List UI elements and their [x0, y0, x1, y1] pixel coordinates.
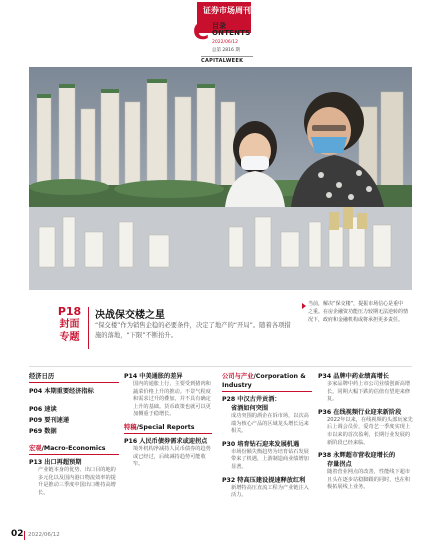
- section-header-corporation-cn: 公司与产业: [222, 373, 254, 380]
- cover-tag-line1: 封面: [59, 319, 80, 330]
- toc-entry-title-cont[interactable]: 省酒如何突围: [231, 405, 269, 412]
- section-divider: [29, 366, 412, 367]
- section-header-macro-en: /Macro-Economics: [41, 445, 106, 452]
- section-header-corporation-en: /Corporation & Industry: [222, 373, 306, 389]
- toc-entry[interactable]: P09 要刊速递: [29, 417, 70, 424]
- magazine-name-en: CAPITALWEEK: [201, 58, 244, 64]
- caption-arrow-icon: [302, 303, 306, 309]
- footer-date: 2022/06/12: [28, 532, 60, 538]
- toc-entry-summary: 市场份额失衡趋势为培育钻石发展带来了机遇，上游制造商业绩增加显著。: [231, 448, 309, 470]
- cover-tag-line2: 专题: [59, 332, 80, 343]
- contents-logo-letter: C: [193, 20, 210, 45]
- contents-column-3: [222, 372, 312, 504]
- section-header-special-en: /Special Reports: [136, 423, 195, 431]
- section-header-special: [124, 423, 212, 434]
- toc-entry-summary: 多家品牌中药上市公司业绩创新高增长。同期大幅下跌的估值有望迎来修复。: [327, 381, 411, 403]
- toc-entry-title-cont[interactable]: 存量拐点: [327, 461, 352, 469]
- toc-entry-title[interactable]: P36 在线视频行业迎来新阶段: [318, 408, 402, 416]
- contents-column-2: [124, 372, 212, 473]
- toc-entry-summary: 随着营业网点的改善，性能线下超市且头在逐步站稳脚跟的同时，也在积极拓展线上业务。: [327, 469, 411, 491]
- contents-title-cn: 目录: [212, 22, 226, 30]
- header-divider: [201, 56, 253, 57]
- cover-photo: [29, 67, 412, 290]
- section-header-corporation: [222, 372, 312, 392]
- toc-entry-title[interactable]: P34 品牌中药业绩高增长: [318, 373, 389, 380]
- toc-entry[interactable]: P69 数据: [29, 428, 57, 435]
- toc-entry-title[interactable]: P38 永辉超市营收迎增长的: [318, 452, 396, 460]
- toc-entry[interactable]: P06 速读: [29, 406, 57, 413]
- toc-entry-summary: 国内的通胀上行，主要受到猪肉和蔬菜价格上升的推动。不景气程度和需求过升的叠加，并不具有确定上升的基础。货币政策也就可以更加侧重于稳增长。: [133, 381, 211, 418]
- toc-entry[interactable]: P04 本期重要经济指标: [29, 388, 94, 395]
- toc-entry-summary: 成功突围的酒企在诉市场，以次高端为核心产品的区域龙头增长远来相关。: [231, 413, 309, 435]
- footer-page-number: 02: [11, 529, 24, 539]
- contents-column-1: [29, 372, 119, 501]
- contents-column-4: [318, 372, 414, 496]
- cover-divider: [88, 307, 89, 349]
- toc-entry-summary: 2022年以来，在线视频的头部玩家先后上调会员价，爱奇艺一季度实现上市以来的首次盈利，长期行业发展的新阶段已经来临。: [327, 416, 413, 446]
- issue-number: 总第 2816 期: [212, 48, 240, 53]
- toc-entry-title[interactable]: P14 中美通胀的差异: [124, 373, 183, 380]
- section-header-special-cn: 特稿: [124, 423, 137, 431]
- issue-date: 2022/06/12: [212, 40, 238, 45]
- toc-entry-summary: 境外机构净减持人民币债券的趋势或已经过，后续减持趋势可能收窄。: [133, 445, 211, 468]
- cover-story-title[interactable]: 决战保交楼之星: [95, 310, 165, 321]
- cover-page-number: P18: [57, 305, 82, 318]
- contents-title-en: ONTENTS: [212, 29, 251, 37]
- section-header-macro-cn: 宏观: [29, 445, 42, 452]
- toc-entry-summary: 产业链本身的优势、出口目的地的多元化以及国内港口物流效率的提升是推动三季度中国出口维持高增长。: [38, 467, 116, 496]
- toc-entry-summary: 新增特高压直流工程为产业链注入活力。: [231, 484, 309, 499]
- cover-story-tag: [53, 306, 86, 352]
- magazine-name: 证券市场周刊: [203, 6, 251, 15]
- toc-entry-title[interactable]: P30 培育钻石迎来发展机遇: [222, 440, 300, 448]
- cover-photo-illustration: [29, 67, 412, 290]
- section-header-macro: [29, 444, 119, 455]
- toc-entry-title[interactable]: P28 中汉古井贡酒：: [222, 396, 281, 403]
- toc-entry-title[interactable]: P16 人民币债券需求或迎拐点: [124, 437, 208, 445]
- section-header-calendar: 经济日历: [29, 372, 119, 383]
- toc-entry-title[interactable]: P32 特高压建设提速释放红利: [222, 476, 306, 484]
- photo-caption: 当前，解决“保交楼”，提振市场信心是重中之重。在房企融资功能压力较期无法逆转的情况下，政府和金融机构或将承担更多责任。: [308, 301, 409, 323]
- cover-story-summary: “保交楼”作为销售企稳的必要条件，决定了地产的“开局”。随着各项措施的落地，“下限”不断抬升。: [95, 322, 291, 339]
- toc-entry-title[interactable]: P13 出口再超预期: [29, 459, 82, 466]
- footer-divider: [24, 531, 25, 540]
